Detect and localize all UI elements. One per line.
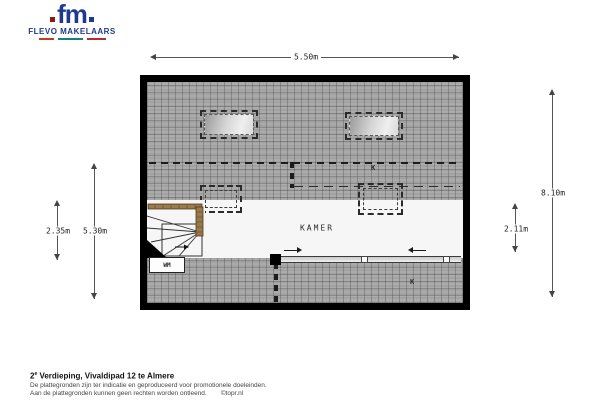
room-label: KAMER [299,223,335,233]
dimension-arrow-icon [150,54,156,60]
attic-dashed-divider [274,263,278,303]
logo-monogram-text: fm [57,0,87,29]
dimension-label-left-outer: 5.30m [80,227,110,236]
dimension-label-left-inner: 2.35m [43,227,73,236]
agency-logo [26,0,118,40]
floorplan-drawing [140,75,470,310]
dimension-label-top: 5.50m [291,53,321,62]
logo-dot-right-icon [89,17,94,22]
logo-brand-name: FLEVO MAKELAARS [28,26,116,36]
tagline-bar-icon [39,38,54,40]
dimension-arrow-icon [512,203,518,209]
tagline-bar-icon [58,38,83,40]
knee-wall-hatch-inner [205,190,237,208]
closet-label-lower: K [410,278,415,286]
skylight-glass [349,116,399,136]
skylight-window [200,110,258,139]
dimension-arrow-icon [453,54,459,60]
knee-wall-hatch [358,183,403,215]
skylight-glass [204,114,254,135]
tagline-bar-icon [87,38,106,40]
dimension-arrow-icon [54,254,60,260]
disclaimer-line-1: De plattegronden zijn ter indicatie en geproduceerd voor promotionele doeleinden. [30,381,267,389]
skylight-window [345,112,403,140]
railing-bar [281,256,461,263]
logo-tagline-bars [26,38,118,40]
slide-direction-left-icon [413,247,431,254]
knee-wall-hatch-inner [363,188,398,210]
credit-link: ©topr.nl [220,389,244,397]
railing-post [270,254,281,265]
logo-dot-left-icon [50,17,55,22]
dimension-arrow-icon [512,246,518,252]
dimension-arrow-icon [91,163,97,169]
logo-brand-row [26,27,118,36]
disclaimer-line-2: Aan de plattegronden kunnen geen rechten worden ontleend. [30,389,207,397]
closet-label-upper: K [371,164,376,172]
knee-wall-hatch [200,185,242,213]
washing-machine-label: WM [163,261,171,269]
dimension-arrow-icon [549,291,555,297]
headroom-dashed-connector [290,162,294,188]
footer [30,371,267,397]
dimension-arrow-icon [54,200,60,206]
washing-machine-box [149,257,185,273]
dimension-arrow-icon [91,293,97,299]
slide-direction-right-icon [284,247,302,254]
dimension-label-right-inner: 2.11m [501,225,531,234]
headroom-dashed-line [149,162,459,164]
staircase [147,200,205,258]
dimension-arrow-icon [549,89,555,95]
railing-joint [361,256,368,263]
floorplan-title: 2e Verdieping, Vivaldipad 12 te Almere [30,371,175,381]
railing-joint [443,256,450,263]
logo-monogram [26,0,118,29]
dimension-label-right-outer: 8.10m [538,189,568,198]
